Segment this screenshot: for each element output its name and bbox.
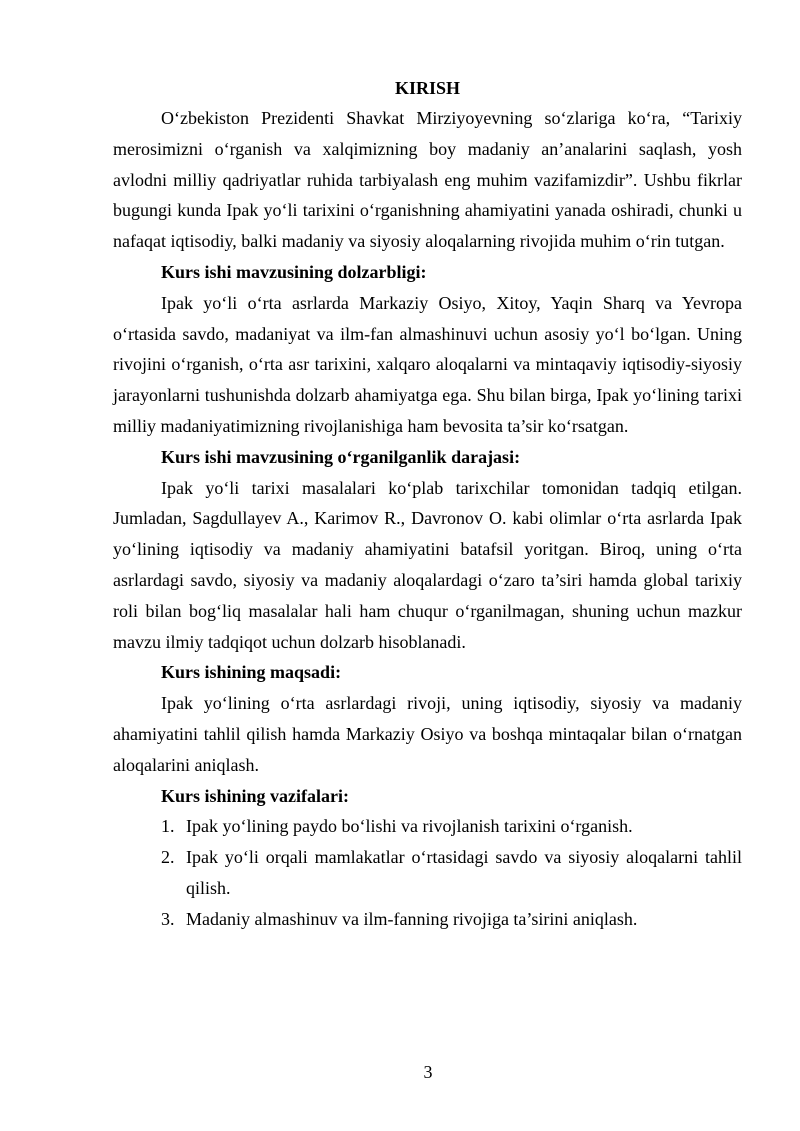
list-item-number: 2. — [161, 847, 175, 868]
list-item-number: 1. — [161, 816, 175, 837]
section-heading-study-level: Kurs ishi mavzusining o‘rganilganlik darajasi: — [161, 446, 521, 467]
list-item — [113, 811, 742, 842]
list-item-text: Madaniy almashinuv va ilm-fanning rivojiga ta’sirini aniqlash. — [186, 908, 638, 929]
list-item-number: 3. — [161, 908, 175, 929]
section-text-relevance: Ipak yo‘li o‘rta asrlarda Markaziy Osiyo, Xitoy, Yaqin Sharq va Yevropa o‘rtasida savdo, madaniyat va ilm-fan almashinuvi uchun asosiy yo‘l bo‘lgan. Uning rivojini o‘rganish, o‘rta asr tarixini, xalqaro aloqalarni va mintaqaviy iqtisodiy-siyosiy jarayonlarni tushunishda dolzarb ahamiyatga ega. Shu bilan birga, Ipak yo‘lining tarixi milliy madaniyatimizning rivojlanishiga ham bevosita ta’sir ko‘rsatgan. — [113, 292, 742, 436]
section-text-goal: Ipak yo‘lining o‘rta asrlardagi rivoji, uning iqtisodiy, siyosiy va madaniy ahamiyatini tahlil qilish hamda Markaziy Osiyo va boshqa mintaqalar bilan o‘rnatgan aloqalarini aniqlash. — [113, 693, 742, 775]
page-number: 3 — [423, 1062, 433, 1082]
intro-paragraph: O‘zbekiston Prezidenti Shavkat Mirziyoyevning so‘zlariga ko‘ra, “Tarixiy merosimizni o‘rganish va xalqimizning boy madaniy an’analarini saqlash, yosh avlodni milliy qadriyatlar ruhida tarbiyalash eng muhim vazifamizdir”. Ushbu fikrlar bugungi kunda Ipak yo‘li tarixini o‘rganishning ahamiyatini yanada oshiradi, chunki u nafaqat iqtisodiy, balki madaniy va siyosiy aloqalarning rivojida muhim o‘rin tutgan. — [113, 108, 742, 252]
section-text-study-level: Ipak yo‘li tarixi masalalari ko‘plab tarixchilar tomonidan tadqiq etilgan. Jumladan, Sagdullayev A., Karimov R., Davronov O. kabi olimlar o‘rta asrlarda Ipak yo‘lining iqtisodiy va madaniy ahamiyatini batafsil yoritgan. Biroq, uning o‘rta asrlardagi savdo, siyosiy va madaniy aloqalardagi o‘zaro ta’siri hamda global tarixiy roli bilan bog‘liq masalalar hali ham chuqur o‘rganilmagan, shuning uchun mazkur mavzu ilmiy tadqiqot uchun dolzarb hisoblanadi. — [113, 477, 742, 652]
document-page — [113, 73, 742, 935]
list-item — [113, 842, 742, 904]
page-title: KIRISH — [394, 78, 461, 98]
list-item-text: Ipak yo‘li orqali mamlakatlar o‘rtasidagi savdo va siyosiy aloqalarni tahlil qilish. — [186, 847, 742, 898]
section-heading-goal: Kurs ishining maqsadi: — [161, 662, 342, 683]
section-heading-relevance: Kurs ishi mavzusining dolzarbligi: — [161, 261, 427, 282]
list-item — [113, 904, 742, 935]
list-item-text: Ipak yo‘lining paydo bo‘lishi va rivojlanish tarixini o‘rganish. — [186, 816, 633, 837]
tasks-heading: Kurs ishining vazifalari: — [161, 785, 350, 806]
tasks-list — [113, 811, 742, 934]
